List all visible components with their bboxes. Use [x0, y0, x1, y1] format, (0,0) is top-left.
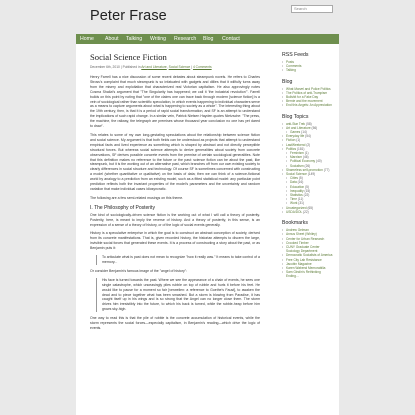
topic-link[interactable]: • Social Science (149): [282, 172, 334, 176]
published-in-label: Published in: [122, 65, 141, 69]
recent-post-link[interactable]: • The Politics of anti-Trumpism: [282, 91, 334, 95]
recent-post-link[interactable]: • Bernie and the movement: [282, 99, 334, 103]
topic-link[interactable]: • LastWeekend (2): [282, 143, 334, 147]
post-paragraph: History is a speculative enterprise in which the goal is to construct an abstract conception of society, derived from its concrete manifestations. That is, given recorded history, the historian attempts to discern the large, invisible social forces that generated these events. It is a process of constructing a story about the past, or as Benjamin puts it:: [90, 231, 260, 251]
sidebar: [282, 52, 334, 285]
bookmarks-heading: Bookmarks: [282, 220, 308, 227]
topic-link[interactable]: • Uncategorized (65): [282, 206, 334, 210]
bookmark-link[interactable]: • Democratic Socialists of America: [282, 253, 334, 257]
topic-link[interactable]: • Games (14): [282, 130, 334, 134]
topic-link[interactable]: • Feminism (1): [282, 151, 334, 155]
blockquote: To articulate what is past does not mean to recognize "how it really was." It means to take control of a memory...: [96, 255, 260, 265]
main-nav: [76, 34, 339, 44]
topic-link[interactable]: • Politics (181): [282, 147, 334, 151]
recent-post-link[interactable]: • Bullshit for a Fake Day: [282, 95, 334, 99]
bookmark-link[interactable]: • Jacobin Magazine: [282, 262, 334, 266]
topics-list: [282, 122, 334, 214]
recent-post-link[interactable]: • End this Angels: An Appreciation: [282, 103, 334, 107]
category-link[interactable]: Social Science: [168, 65, 191, 69]
topic-link[interactable]: • Political Economy (40): [282, 159, 334, 163]
post-date: December 6th, 2010: [90, 65, 120, 69]
bookmark-link[interactable]: • Andrew Gelman: [282, 228, 334, 232]
topic-link[interactable]: • Art and Literature (56): [282, 126, 334, 130]
nav-about[interactable]: About: [105, 36, 119, 42]
bookmark-link[interactable]: • Annus Sheet (Whiley): [282, 232, 334, 236]
topic-link[interactable]: • Statistics (22): [282, 193, 334, 197]
site-title[interactable]: Peter Frase: [90, 8, 167, 24]
rss-link[interactable]: • Talking: [282, 68, 334, 72]
post-paragraph: The following are a few semi-related musings on this theme.: [90, 195, 184, 200]
comments-link[interactable]: 4 Comments: [192, 65, 212, 69]
nav-blog[interactable]: Blog: [203, 36, 214, 42]
recent-post-link[interactable]: • What Marvel and Police Politics: [282, 87, 334, 91]
bookmark-link[interactable]: • CUNY Graduate Center Sociology Department: [282, 245, 334, 253]
topic-link[interactable]: • anti-Star Trek (58): [282, 122, 334, 126]
topic-link[interactable]: • Fiction (1): [282, 138, 334, 142]
topic-link[interactable]: • USDA/DOL (22): [282, 210, 334, 214]
bookmark-link[interactable]: • Center for Urban Research: [282, 237, 334, 241]
blockquote: His face is turned towards the past. Where we see the appearance of a chain of events, he sees one single catastrophe, which unceasingly piles rubble on top of rubble and hurls it before his feet. He would like to pause for a moment so fair [verweilen: a reference to Goethe's Faust], to awaken the dead and to piece together what has been smashed. But a storm is blowing from Paradise, it has caught itself up in his wings and is so strong that the Angel can no longer close them. The storm drives him irresistibly into the future, to which his back is turned, while the rubble-heap before him grows sky-high.: [96, 278, 260, 312]
nav-writing[interactable]: Writing: [150, 36, 167, 42]
bookmark-link[interactable]: • Sam Gindin's Rethinking Ending...: [282, 270, 334, 278]
topic-link[interactable]: • Shameless self-promotion (77): [282, 168, 334, 172]
topic-link[interactable]: • Education (5): [282, 185, 334, 189]
rss-link[interactable]: • Posts: [282, 60, 334, 64]
rss-link[interactable]: • Comments: [282, 64, 334, 68]
rss-list: [282, 60, 334, 73]
topic-link[interactable]: • Marxism (46): [282, 155, 334, 159]
category-link[interactable]: Art and Literature: [141, 65, 167, 69]
topic-link[interactable]: • Everyday life (54): [282, 134, 334, 138]
bookmarks-list: [282, 228, 334, 278]
bookmark-link[interactable]: • Karen Wabend Memorabilia: [282, 266, 334, 270]
topic-link[interactable]: • Socialism (26): [282, 164, 334, 168]
blog-post: [90, 52, 260, 335]
search-input[interactable]: Search: [291, 5, 333, 13]
bookmark-link[interactable]: • Free City Lab Resistance: [282, 258, 334, 262]
post-paragraph: Or consider Benjamin's famous image of the "angel of history":: [90, 268, 187, 273]
post-paragraph: Henry Farrell has a nice discussion of some recent debates about steampunk novels. He refers to Charles Stross's complaint that much steampunk is so infatuated with gadgets and dillies that it willfully turns away from the misery and exploitation that characterized real Victorian capitalism. He also approvingly notes Cosma Shalizi's argument that "The Singularity has happened; we call it 'the industrial revolution'". Farrell builds on this point by noting that "one of the claims one can trace back through modern [science fiction] is a vein of sociological rather than scientific speculation, in which events happening to individual characters serve as a means to capture arguments about what is happening to society as a whole". The interesting thing about the 19th century, then, is that it is a period of rapid social transformation, and SF is an attempt to understand the implications of such rapid change. In a similar vein, Patrick Nielsen Hayden quotes Nietzsche: "The press, the machine, the railway, the telegraph are premises whose thousand year conclusion no one has yet dared to draw".: [90, 75, 260, 129]
topic-link[interactable]: • Time (11): [282, 197, 334, 201]
post-paragraph: One way to read this is that the pile of rubble is the concrete accumulation of historical events, while the storm represents the social forces—especially capitalism, in Benjamin's reading—which drive the logic of events.: [90, 316, 260, 330]
nav-research[interactable]: Research: [174, 36, 197, 42]
blog-heading: Blog: [282, 78, 293, 85]
post-meta: December 6th, 2010 | Published in Art and Literature, Social Science | 4 Comments: [90, 65, 212, 69]
bookmark-link[interactable]: • Crooked Timber: [282, 241, 334, 245]
section-heading: I. The Philosophy of Posterity: [90, 204, 155, 211]
topic-link[interactable]: • Data (16): [282, 180, 334, 184]
site-header: [0, 0, 415, 34]
post-paragraph: This relates to some of my own long-gestating speculations about the relationship between science fiction and social science. My argument is that both fields can be understood as projects that attempt to understand empirical facts and lived experience as something which is shaped by abstract and not directly perceptible structural forces. But whereas social science attempts to derive generalities about society from concrete observations, SF derives possible concrete events from the premise of certain sociological generalities. Note that this definition makes no reference to the future or the past: science fiction can be about the past, like steampunk, but it is the working out of an alternative past, which branches off from our own existing society to clearly differences in social structure and technology. Of course SF is sometimes concerned with constructing a model (whether quantitative or qualitative) on the basis of data; then we can think of a science-fictional world by analogy to a prediction from an existing model, such as a fitted statistical model: any particular point prediction reflects both the invariant properties of the model's parameters and the uncertainty and random variation that make individual cases idiosyncratic.: [90, 132, 260, 191]
rss-heading: RSS Feeds: [282, 52, 309, 58]
topic-link[interactable]: • Work (31): [282, 201, 334, 205]
nav-home[interactable]: Home: [80, 36, 94, 42]
post-paragraph: One kind of sociologically-driven science fiction is the working out of what I will call a theory of posterity. Posterity, here, is meant to imply the reverse of history. And a theory of posterity, in this sense, is an expression of a sense of a theory of history, or of the logic of social events generally.: [90, 212, 260, 227]
nav-talking[interactable]: Talking: [126, 36, 143, 42]
post-title[interactable]: Social Science Fiction: [90, 52, 167, 62]
topic-link[interactable]: • Cities (5): [282, 176, 334, 180]
page-content: [76, 44, 339, 415]
topic-link[interactable]: • Inequality (15): [282, 189, 334, 193]
blog-list: [282, 87, 334, 108]
topics-heading: Blog Topics: [282, 113, 309, 120]
nav-contact[interactable]: Contact: [222, 36, 240, 42]
